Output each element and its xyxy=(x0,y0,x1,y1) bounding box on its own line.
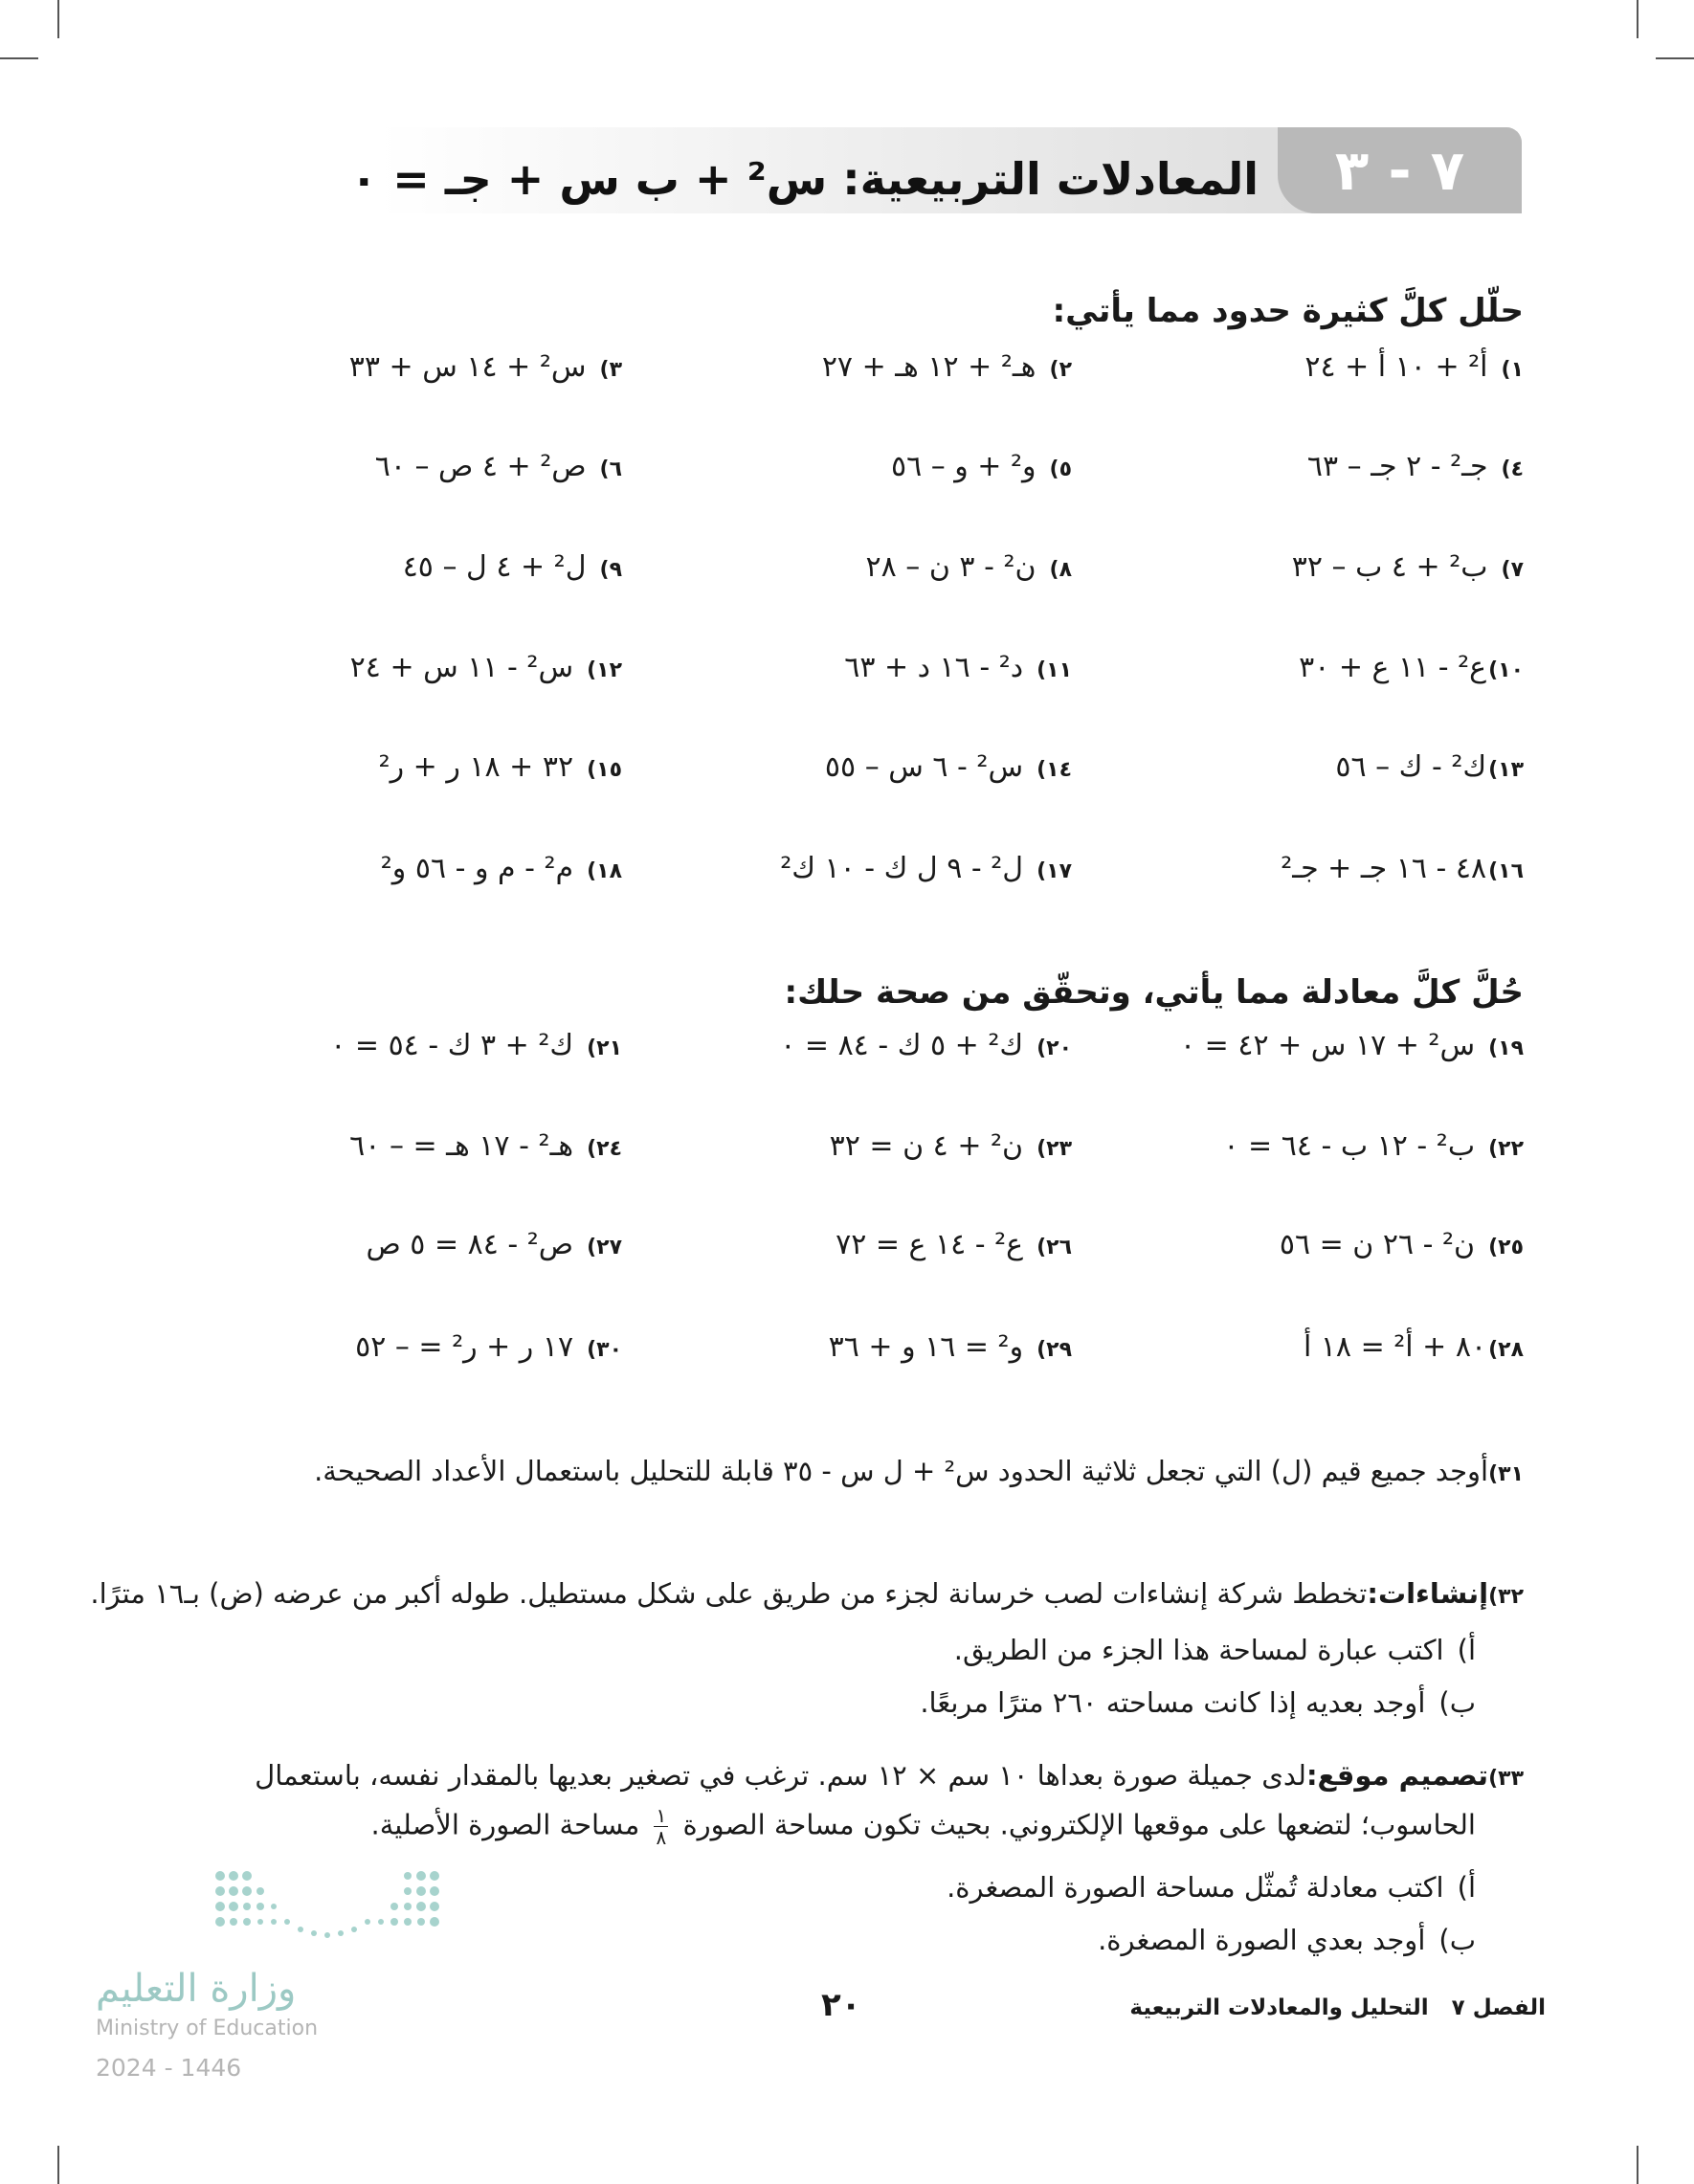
crop-mark xyxy=(0,57,38,59)
exercise-expression: ك² + ٥ ك - ٨٤ = ٠ xyxy=(780,1029,1024,1062)
exercise-item xyxy=(366,1228,622,1261)
exercise-number: ٢٠) xyxy=(1036,1036,1072,1060)
exercise-number: ٢١) xyxy=(587,1036,622,1060)
exercise-item xyxy=(403,550,622,584)
problem-title: إنشاءات: xyxy=(1367,1577,1489,1610)
exercise-number: ١٧) xyxy=(1036,859,1072,883)
exercise-expression: جـ² - ٢ جـ – ٦٣ xyxy=(1306,450,1488,483)
exercise-expression: س² + ١٧ س + ٤٢ = ٠ xyxy=(1180,1029,1476,1062)
problem-text: الحاسوب؛ لتضعها على موقعها الإلكتروني. بحيث تكون مساحة الصورة xyxy=(682,1808,1476,1841)
exercise-number: ١٥) xyxy=(587,758,622,782)
exercise-item xyxy=(1292,550,1524,584)
exercise-item xyxy=(1304,1330,1524,1364)
exercise-number: ٢٩) xyxy=(1036,1338,1072,1362)
exercise-item xyxy=(866,550,1072,584)
part-text: أوجد بعديه إذا كانت مساحته ٢٦٠ مترًا مربعًا. xyxy=(920,1686,1426,1719)
exercise-expression: ع² - ١١ ع + ٣٠ xyxy=(1299,651,1487,684)
exercise-item xyxy=(349,1129,622,1163)
exercise-item xyxy=(381,852,622,885)
exercise-number: ١٠) xyxy=(1488,658,1524,682)
exercise-number: ٢٨) xyxy=(1488,1338,1524,1362)
exercise-item xyxy=(1281,852,1524,885)
exercise-expression: ص² - ٨٤ = ٥ ص xyxy=(366,1228,574,1261)
exercise-number: ٢٧) xyxy=(587,1236,622,1259)
exercise-expression: ع² - ١٤ ع = ٧٢ xyxy=(836,1228,1024,1261)
exercise-item xyxy=(780,852,1072,885)
exercise-item xyxy=(822,350,1072,384)
exercise-item xyxy=(330,1029,622,1062)
exercise-number: ٥) xyxy=(1049,457,1072,481)
crop-mark xyxy=(1637,2146,1638,2184)
exercise-expression: ن² + ٤ ن = ٣٢ xyxy=(829,1129,1024,1163)
problem-31 xyxy=(314,1455,1524,1487)
fraction-numerator: ١ xyxy=(656,1804,667,1827)
problem-number: ٣٢) xyxy=(1488,1585,1524,1609)
problem-number: ٣٣) xyxy=(1488,1767,1524,1791)
exercise-expression: ص² + ٤ ص – ٦٠ xyxy=(374,450,587,483)
exercise-item xyxy=(349,350,622,384)
exercise-item xyxy=(379,750,622,784)
part-text: اكتب معادلة تُمثّل مساحة الصورة المصغرة. xyxy=(947,1871,1444,1904)
part-label: أ) xyxy=(1457,1634,1476,1666)
chapter-number: الفصل ٧ xyxy=(1451,1995,1546,2020)
lesson-number: ٧ - ٣ xyxy=(1278,127,1522,213)
fraction-denominator: ٨ xyxy=(656,1826,667,1849)
exercise-expression: ٣٢ + ١٨ ر + ر² xyxy=(378,750,574,784)
page-number: ٢٠ xyxy=(821,1986,861,2024)
crop-mark xyxy=(57,2146,59,2184)
problem-text: تخطط شركة إنشاءات لصب خرسانة لجزء من طريق على شكل مستطيل. طوله أكبر من عرضه (ض) بـ١٦ مترًا. xyxy=(90,1577,1368,1610)
exercise-number: ١١) xyxy=(1036,658,1072,682)
exercise-expression: أ² + ١٠ أ + ٢٤ xyxy=(1304,350,1488,384)
exercise-item xyxy=(1223,1129,1524,1163)
exercise-item xyxy=(1180,1029,1524,1062)
exercise-expression: ب² + ٤ ب – ٣٢ xyxy=(1291,550,1488,584)
crop-mark xyxy=(57,0,59,38)
exercise-number: ٩) xyxy=(599,558,622,582)
exercise-number: ١٣) xyxy=(1488,758,1524,782)
lesson-title: المعادلات التربيعية: س² + ب س + جـ = ٠ xyxy=(350,153,1259,205)
problem-text: لدى جميلة صورة بعداها ١٠ سم × ١٢ سم. ترغب في تصغير بعديها بالمقدار نفسه، باستعمال xyxy=(255,1759,1306,1792)
exercise-expression: م² - م و - ٥٦ و² xyxy=(380,852,574,885)
exercise-item xyxy=(350,651,622,684)
part-label: ب) xyxy=(1438,1924,1476,1956)
exercise-number: ١٢) xyxy=(587,658,622,682)
exercise-expression: و² + و – ٥٦ xyxy=(890,450,1036,483)
exercise-expression: ك² - ك – ٥٦ xyxy=(1335,750,1487,784)
problem-32-part-a xyxy=(954,1634,1476,1666)
exercise-expression: ب² - ١٢ ب - ٦٤ = ٠ xyxy=(1223,1129,1476,1163)
exercise-number: ٤) xyxy=(1501,457,1524,481)
crop-mark xyxy=(1637,0,1638,38)
exercise-number: ٢٤) xyxy=(587,1137,622,1161)
exercise-item xyxy=(830,1129,1072,1163)
exercise-number: ٨) xyxy=(1049,558,1072,582)
exercise-expression: ل² + ٤ ل – ٤٥ xyxy=(402,550,587,584)
exercise-item xyxy=(1304,350,1524,384)
part-label: ب) xyxy=(1438,1686,1476,1719)
exercise-expression: هـ² - ١٧ هـ = – ٦٠ xyxy=(349,1129,574,1163)
ministry-name-arabic: وزارة التعليم xyxy=(96,1967,297,2011)
exercise-expression: هـ² + ١٢ هـ + ٢٧ xyxy=(821,350,1036,384)
exercise-item xyxy=(836,1228,1072,1261)
problem-text: مساحة الصورة الأصلية. xyxy=(370,1808,640,1841)
exercise-item xyxy=(1307,450,1524,483)
exercise-item xyxy=(1335,750,1524,784)
exercise-number: ٧) xyxy=(1501,558,1524,582)
exercise-number: ١٩) xyxy=(1488,1036,1524,1060)
exercise-expression: س² - ١١ س + ٢٤ xyxy=(349,651,574,684)
exercise-expression: و² = ١٦ و + ٣٦ xyxy=(828,1330,1024,1364)
exercise-expression: ل² - ٩ ل ك - ١٠ ك² xyxy=(780,852,1024,885)
problem-text: أوجد جميع قيم (ل) التي تجعل ثلاثية الحدود س² + ل س - ٣٥ قابلة للتحليل باستعمال الأعداد الصحيحة. xyxy=(314,1455,1489,1487)
exercise-number: ٣) xyxy=(599,358,622,382)
exercise-number: ٢٣) xyxy=(1036,1137,1072,1161)
exercise-number: ٦) xyxy=(599,457,622,481)
problem-33 xyxy=(255,1759,1524,1792)
exercise-item xyxy=(1299,651,1524,684)
exercise-item xyxy=(844,651,1072,684)
ministry-name-english: Ministry of Education xyxy=(96,2017,319,2040)
exercise-number: ١) xyxy=(1501,358,1524,382)
solve-instruction: حُلَّ كلَّ معادلة مما يأتي، وتحقّق من صحة حلك: xyxy=(784,973,1524,1012)
problem-33-part-a xyxy=(947,1871,1476,1904)
exercise-expression: ٤٨ - ١٦ جـ + جـ² xyxy=(1281,852,1487,885)
exercise-number: ١٦) xyxy=(1488,859,1524,883)
part-text: أوجد بعدي الصورة المصغرة. xyxy=(1098,1924,1426,1956)
exercise-expression: ١٧ ر + ر² = – ٥٢ xyxy=(355,1330,574,1364)
problem-32-part-b xyxy=(920,1686,1476,1719)
footer-chapter xyxy=(1129,1995,1546,2020)
exercise-item xyxy=(891,450,1072,483)
exercise-number: ٣٠) xyxy=(587,1338,622,1362)
exercise-expression: س² - ٦ س – ٥٥ xyxy=(824,750,1024,784)
exercise-expression: ن² - ٢٦ ن = ٥٦ xyxy=(1279,1228,1476,1261)
exercise-item xyxy=(355,1330,622,1364)
exercise-number: ٢٢) xyxy=(1488,1137,1524,1161)
exercise-number: ٢٥) xyxy=(1488,1236,1524,1259)
exercise-item xyxy=(829,1330,1072,1364)
exercise-expression: ك² + ٣ ك - ٥٤ = ٠ xyxy=(330,1029,574,1062)
fraction xyxy=(654,1805,668,1848)
exercise-item xyxy=(780,1029,1072,1062)
exercise-number: ١٤) xyxy=(1036,758,1072,782)
part-label: أ) xyxy=(1457,1871,1476,1904)
ministry-logo-dots xyxy=(211,1866,450,1943)
factor-instruction: حلّل كلَّ كثيرة حدود مما يأتي: xyxy=(1052,292,1524,330)
chapter-title: التحليل والمعادلات التربيعية xyxy=(1129,1995,1429,2020)
exercise-item xyxy=(375,450,622,483)
problem-32 xyxy=(90,1577,1524,1610)
exercise-item xyxy=(1280,1228,1524,1261)
problem-33-part-b xyxy=(1098,1924,1476,1956)
problem-33-line2 xyxy=(371,1805,1476,1848)
exercise-expression: س² + ١٤ س + ٣٣ xyxy=(348,350,587,384)
exercise-number: ٢) xyxy=(1049,358,1072,382)
crop-mark xyxy=(1656,57,1694,59)
exercise-item xyxy=(825,750,1072,784)
exercise-number: ٢٦) xyxy=(1036,1236,1072,1259)
exercise-expression: ٨٠ + أ² = ١٨ أ xyxy=(1303,1330,1487,1364)
edition-year: 2024 - 1446 xyxy=(96,2054,242,2082)
problem-number: ٣١) xyxy=(1488,1462,1524,1486)
problem-title: تصميم موقع: xyxy=(1305,1759,1489,1792)
part-text: اكتب عبارة لمساحة هذا الجزء من الطريق. xyxy=(953,1634,1444,1666)
exercise-expression: د² - ١٦ د + ٦٣ xyxy=(844,651,1024,684)
exercise-number: ١٨) xyxy=(587,859,622,883)
exercise-expression: ن² - ٣ ن – ٢٨ xyxy=(865,550,1036,584)
